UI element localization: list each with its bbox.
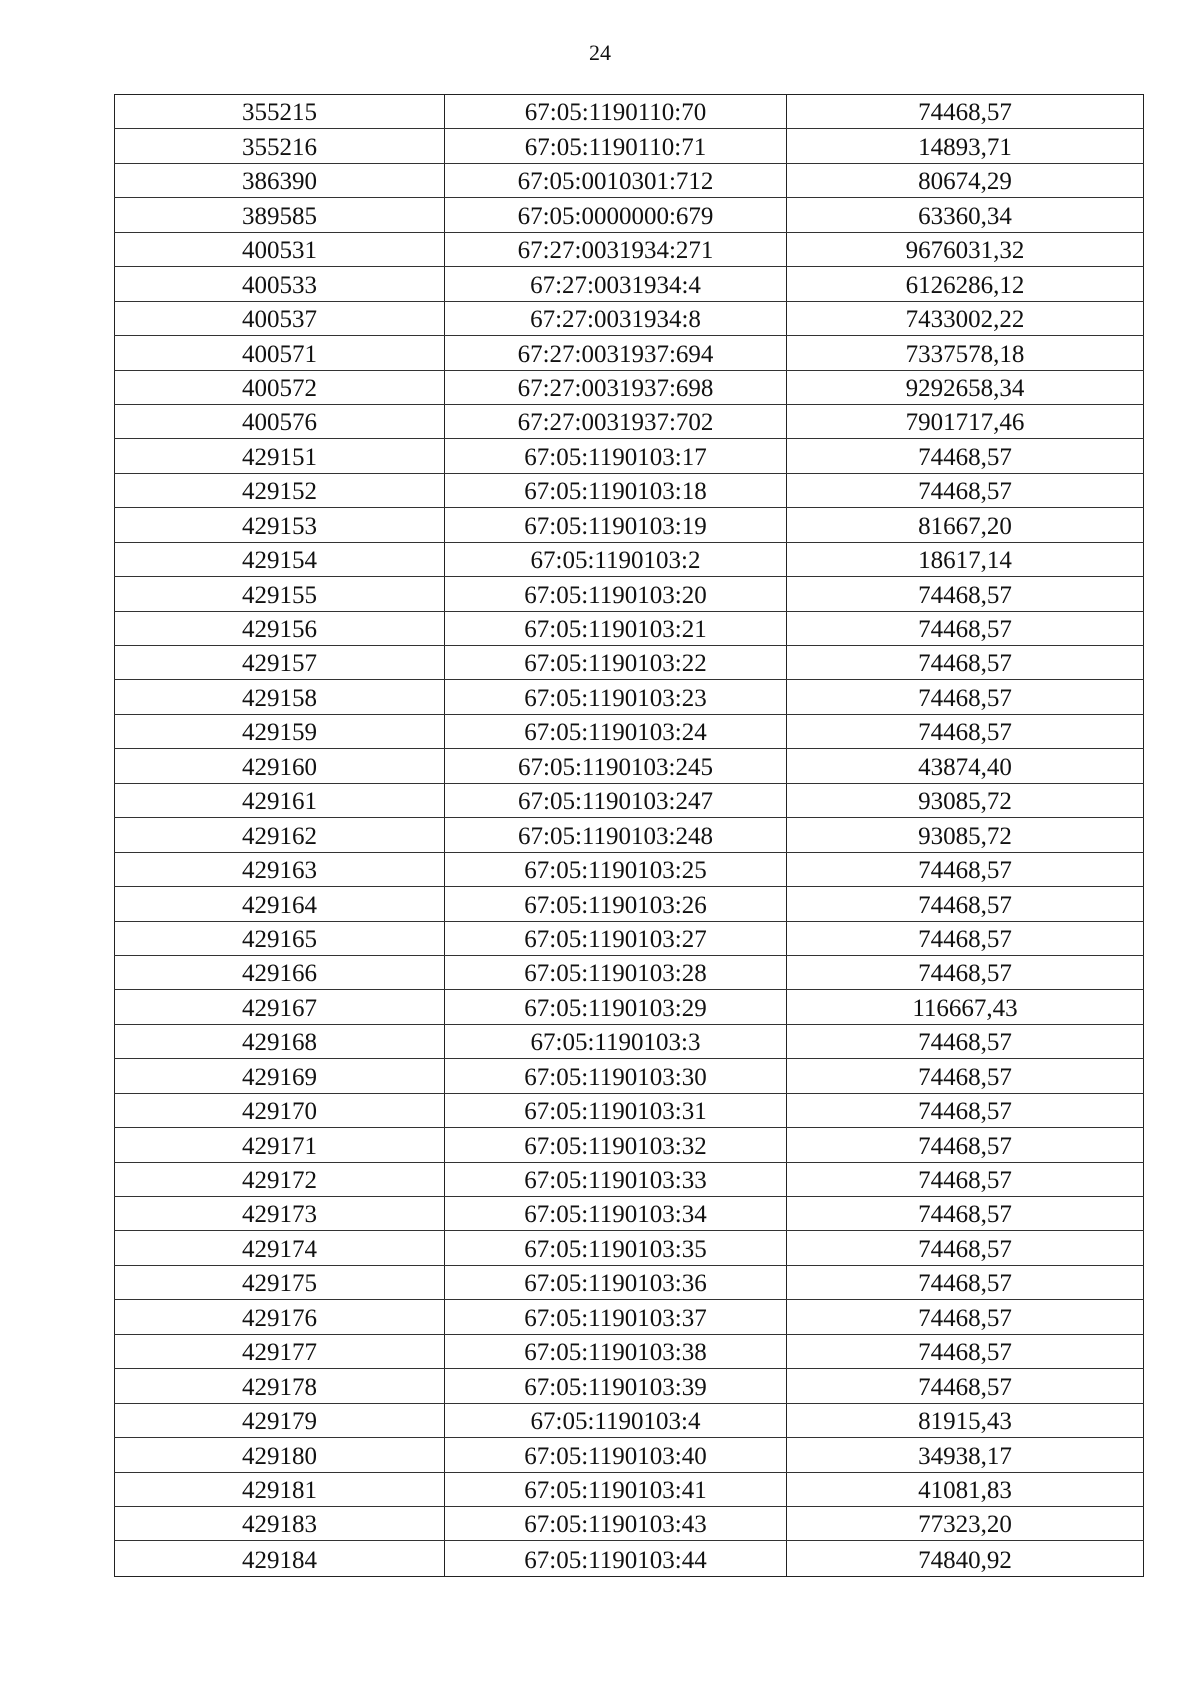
table-row bbox=[114, 439, 1144, 473]
table-row bbox=[114, 1128, 1144, 1162]
value-cell: 7433002,22 bbox=[786, 302, 1144, 335]
cadastral-number-cell: 67:05:1190103:33 bbox=[444, 1163, 786, 1196]
value-cell: 43874,40 bbox=[786, 749, 1144, 782]
value-cell: 74468,57 bbox=[786, 1059, 1144, 1092]
value-cell: 74468,57 bbox=[786, 853, 1144, 886]
table-row bbox=[114, 371, 1144, 405]
row-id-cell: 355215 bbox=[114, 95, 444, 128]
row-id-cell: 386390 bbox=[114, 164, 444, 197]
cadastral-number-cell: 67:05:1190103:22 bbox=[444, 646, 786, 679]
value-cell: 74468,57 bbox=[786, 1231, 1144, 1264]
cadastral-number-cell: 67:05:1190103:38 bbox=[444, 1335, 786, 1368]
cadastral-number-cell: 67:05:1190103:34 bbox=[444, 1197, 786, 1230]
cadastral-number-cell: 67:05:1190103:44 bbox=[444, 1541, 786, 1575]
value-cell: 81915,43 bbox=[786, 1404, 1144, 1437]
cadastral-number-cell: 67:27:0031934:8 bbox=[444, 302, 786, 335]
row-id-cell: 429160 bbox=[114, 749, 444, 782]
row-id-cell: 429169 bbox=[114, 1059, 444, 1092]
value-cell: 41081,83 bbox=[786, 1473, 1144, 1506]
row-id-cell: 429164 bbox=[114, 887, 444, 920]
cadastral-number-cell: 67:05:1190103:35 bbox=[444, 1231, 786, 1264]
table-row bbox=[114, 887, 1144, 921]
table-row bbox=[114, 1094, 1144, 1128]
table-row bbox=[114, 680, 1144, 714]
cadastral-number-cell: 67:05:1190103:41 bbox=[444, 1473, 786, 1506]
value-cell: 7337578,18 bbox=[786, 336, 1144, 369]
cadastral-number-cell: 67:27:0031934:271 bbox=[444, 233, 786, 266]
row-id-cell: 400576 bbox=[114, 405, 444, 438]
row-id-cell: 429177 bbox=[114, 1335, 444, 1368]
row-id-cell: 429176 bbox=[114, 1300, 444, 1333]
row-id-cell: 429170 bbox=[114, 1094, 444, 1127]
table-row bbox=[114, 1335, 1144, 1369]
value-cell: 74468,57 bbox=[786, 956, 1144, 989]
cadastral-number-cell: 67:05:1190103:26 bbox=[444, 887, 786, 920]
table-row bbox=[114, 990, 1144, 1024]
value-cell: 74468,57 bbox=[786, 1094, 1144, 1127]
row-id-cell: 429181 bbox=[114, 1473, 444, 1506]
cadastral-number-cell: 67:05:1190103:25 bbox=[444, 853, 786, 886]
table-row bbox=[114, 956, 1144, 990]
row-id-cell: 429167 bbox=[114, 990, 444, 1023]
table-row bbox=[114, 818, 1144, 852]
table-row bbox=[114, 95, 1144, 129]
table-row bbox=[114, 612, 1144, 646]
row-id-cell: 429154 bbox=[114, 543, 444, 576]
value-cell: 74468,57 bbox=[786, 95, 1144, 128]
cadastral-number-cell: 67:05:1190110:70 bbox=[444, 95, 786, 128]
value-cell: 74468,57 bbox=[786, 922, 1144, 955]
row-id-cell: 400537 bbox=[114, 302, 444, 335]
table-row bbox=[114, 129, 1144, 163]
cadastral-number-cell: 67:05:1190103:18 bbox=[444, 474, 786, 507]
row-id-cell: 400531 bbox=[114, 233, 444, 266]
cadastral-number-cell: 67:05:1190103:30 bbox=[444, 1059, 786, 1092]
row-id-cell: 429156 bbox=[114, 612, 444, 645]
cadastral-number-cell: 67:05:1190103:4 bbox=[444, 1404, 786, 1437]
table-row bbox=[114, 1404, 1144, 1438]
cadastral-number-cell: 67:05:1190103:43 bbox=[444, 1507, 786, 1540]
value-cell: 80674,29 bbox=[786, 164, 1144, 197]
value-cell: 74468,57 bbox=[786, 1197, 1144, 1230]
table-row bbox=[114, 405, 1144, 439]
cadastral-number-cell: 67:27:0031937:698 bbox=[444, 371, 786, 404]
value-cell: 9676031,32 bbox=[786, 233, 1144, 266]
row-id-cell: 429178 bbox=[114, 1369, 444, 1402]
table-row bbox=[114, 1197, 1144, 1231]
cadastral-number-cell: 67:05:1190103:24 bbox=[444, 715, 786, 748]
table-row bbox=[114, 474, 1144, 508]
value-cell: 74468,57 bbox=[786, 1335, 1144, 1368]
row-id-cell: 400572 bbox=[114, 371, 444, 404]
value-cell: 14893,71 bbox=[786, 129, 1144, 162]
row-id-cell: 429184 bbox=[114, 1541, 444, 1575]
value-cell: 74468,57 bbox=[786, 1025, 1144, 1058]
value-cell: 74468,57 bbox=[786, 474, 1144, 507]
cadastral-number-cell: 67:05:1190103:37 bbox=[444, 1300, 786, 1333]
table-row bbox=[114, 1231, 1144, 1265]
value-cell: 74468,57 bbox=[786, 680, 1144, 713]
table-row bbox=[114, 1163, 1144, 1197]
table-row bbox=[114, 1438, 1144, 1472]
cadastral-number-cell: 67:27:0031937:702 bbox=[444, 405, 786, 438]
value-cell: 74468,57 bbox=[786, 715, 1144, 748]
table-row bbox=[114, 646, 1144, 680]
table-row bbox=[114, 715, 1144, 749]
cadastral-number-cell: 67:05:1190103:36 bbox=[444, 1266, 786, 1299]
value-cell: 6126286,12 bbox=[786, 267, 1144, 300]
table-row bbox=[114, 543, 1144, 577]
cadastral-number-cell: 67:05:1190103:17 bbox=[444, 439, 786, 472]
value-cell: 93085,72 bbox=[786, 784, 1144, 817]
cadastral-number-cell: 67:05:1190103:39 bbox=[444, 1369, 786, 1402]
row-id-cell: 429157 bbox=[114, 646, 444, 679]
cadastral-number-cell: 67:05:1190110:71 bbox=[444, 129, 786, 162]
row-id-cell: 429173 bbox=[114, 1197, 444, 1230]
row-id-cell: 429166 bbox=[114, 956, 444, 989]
cadastral-number-cell: 67:05:1190103:21 bbox=[444, 612, 786, 645]
row-id-cell: 429162 bbox=[114, 818, 444, 851]
row-id-cell: 429151 bbox=[114, 439, 444, 472]
page-number: 24 bbox=[589, 40, 611, 65]
cadastral-number-cell: 67:05:1190103:40 bbox=[444, 1438, 786, 1471]
table-row bbox=[114, 1059, 1144, 1093]
table-row bbox=[114, 1541, 1144, 1575]
value-cell: 74468,57 bbox=[786, 1369, 1144, 1402]
row-id-cell: 429159 bbox=[114, 715, 444, 748]
cadastral-number-cell: 67:05:1190103:27 bbox=[444, 922, 786, 955]
cadastral-number-cell: 67:27:0031934:4 bbox=[444, 267, 786, 300]
data-table bbox=[114, 94, 1144, 1577]
table-row bbox=[114, 1369, 1144, 1403]
row-id-cell: 429179 bbox=[114, 1404, 444, 1437]
row-id-cell: 429183 bbox=[114, 1507, 444, 1540]
cadastral-number-cell: 67:05:1190103:20 bbox=[444, 577, 786, 610]
value-cell: 74468,57 bbox=[786, 577, 1144, 610]
value-cell: 74468,57 bbox=[786, 1300, 1144, 1333]
cadastral-number-cell: 67:05:1190103:31 bbox=[444, 1094, 786, 1127]
table-row bbox=[114, 1473, 1144, 1507]
value-cell: 74468,57 bbox=[786, 887, 1144, 920]
table-row bbox=[114, 1025, 1144, 1059]
cadastral-number-cell: 67:05:0010301:712 bbox=[444, 164, 786, 197]
table-row bbox=[114, 1300, 1144, 1334]
value-cell: 34938,17 bbox=[786, 1438, 1144, 1471]
row-id-cell: 429161 bbox=[114, 784, 444, 817]
row-id-cell: 429158 bbox=[114, 680, 444, 713]
value-cell: 81667,20 bbox=[786, 508, 1144, 541]
table-row bbox=[114, 164, 1144, 198]
cadastral-number-cell: 67:05:1190103:32 bbox=[444, 1128, 786, 1161]
table-row bbox=[114, 577, 1144, 611]
table-row bbox=[114, 336, 1144, 370]
table-row bbox=[114, 1507, 1144, 1541]
table-row bbox=[114, 784, 1144, 818]
value-cell: 74468,57 bbox=[786, 1163, 1144, 1196]
value-cell: 93085,72 bbox=[786, 818, 1144, 851]
value-cell: 74468,57 bbox=[786, 646, 1144, 679]
table-row bbox=[114, 749, 1144, 783]
value-cell: 74468,57 bbox=[786, 612, 1144, 645]
cadastral-number-cell: 67:05:1190103:247 bbox=[444, 784, 786, 817]
table-row bbox=[114, 233, 1144, 267]
cadastral-number-cell: 67:05:1190103:2 bbox=[444, 543, 786, 576]
cadastral-number-cell: 67:05:0000000:679 bbox=[444, 198, 786, 231]
row-id-cell: 429152 bbox=[114, 474, 444, 507]
cadastral-number-cell: 67:05:1190103:23 bbox=[444, 680, 786, 713]
cadastral-number-cell: 67:05:1190103:248 bbox=[444, 818, 786, 851]
row-id-cell: 429163 bbox=[114, 853, 444, 886]
cadastral-number-cell: 67:27:0031937:694 bbox=[444, 336, 786, 369]
value-cell: 7901717,46 bbox=[786, 405, 1144, 438]
cadastral-number-cell: 67:05:1190103:28 bbox=[444, 956, 786, 989]
cadastral-number-cell: 67:05:1190103:3 bbox=[444, 1025, 786, 1058]
row-id-cell: 400533 bbox=[114, 267, 444, 300]
row-id-cell: 429175 bbox=[114, 1266, 444, 1299]
row-id-cell: 429172 bbox=[114, 1163, 444, 1196]
row-id-cell: 429168 bbox=[114, 1025, 444, 1058]
cadastral-number-cell: 67:05:1190103:245 bbox=[444, 749, 786, 782]
value-cell: 74468,57 bbox=[786, 1128, 1144, 1161]
table-row bbox=[114, 508, 1144, 542]
cadastral-number-cell: 67:05:1190103:19 bbox=[444, 508, 786, 541]
table-row bbox=[114, 302, 1144, 336]
table-row bbox=[114, 198, 1144, 232]
table-row bbox=[114, 922, 1144, 956]
value-cell: 74468,57 bbox=[786, 1266, 1144, 1299]
value-cell: 74840,92 bbox=[786, 1541, 1144, 1575]
row-id-cell: 355216 bbox=[114, 129, 444, 162]
row-id-cell: 429174 bbox=[114, 1231, 444, 1264]
table-row bbox=[114, 1266, 1144, 1300]
table-row bbox=[114, 267, 1144, 301]
row-id-cell: 429153 bbox=[114, 508, 444, 541]
value-cell: 18617,14 bbox=[786, 543, 1144, 576]
value-cell: 116667,43 bbox=[786, 990, 1144, 1023]
row-id-cell: 389585 bbox=[114, 198, 444, 231]
cadastral-number-cell: 67:05:1190103:29 bbox=[444, 990, 786, 1023]
value-cell: 74468,57 bbox=[786, 439, 1144, 472]
value-cell: 9292658,34 bbox=[786, 371, 1144, 404]
row-id-cell: 429155 bbox=[114, 577, 444, 610]
row-id-cell: 429165 bbox=[114, 922, 444, 955]
row-id-cell: 429180 bbox=[114, 1438, 444, 1471]
value-cell: 77323,20 bbox=[786, 1507, 1144, 1540]
table-row bbox=[114, 853, 1144, 887]
row-id-cell: 429171 bbox=[114, 1128, 444, 1161]
row-id-cell: 400571 bbox=[114, 336, 444, 369]
value-cell: 63360,34 bbox=[786, 198, 1144, 231]
